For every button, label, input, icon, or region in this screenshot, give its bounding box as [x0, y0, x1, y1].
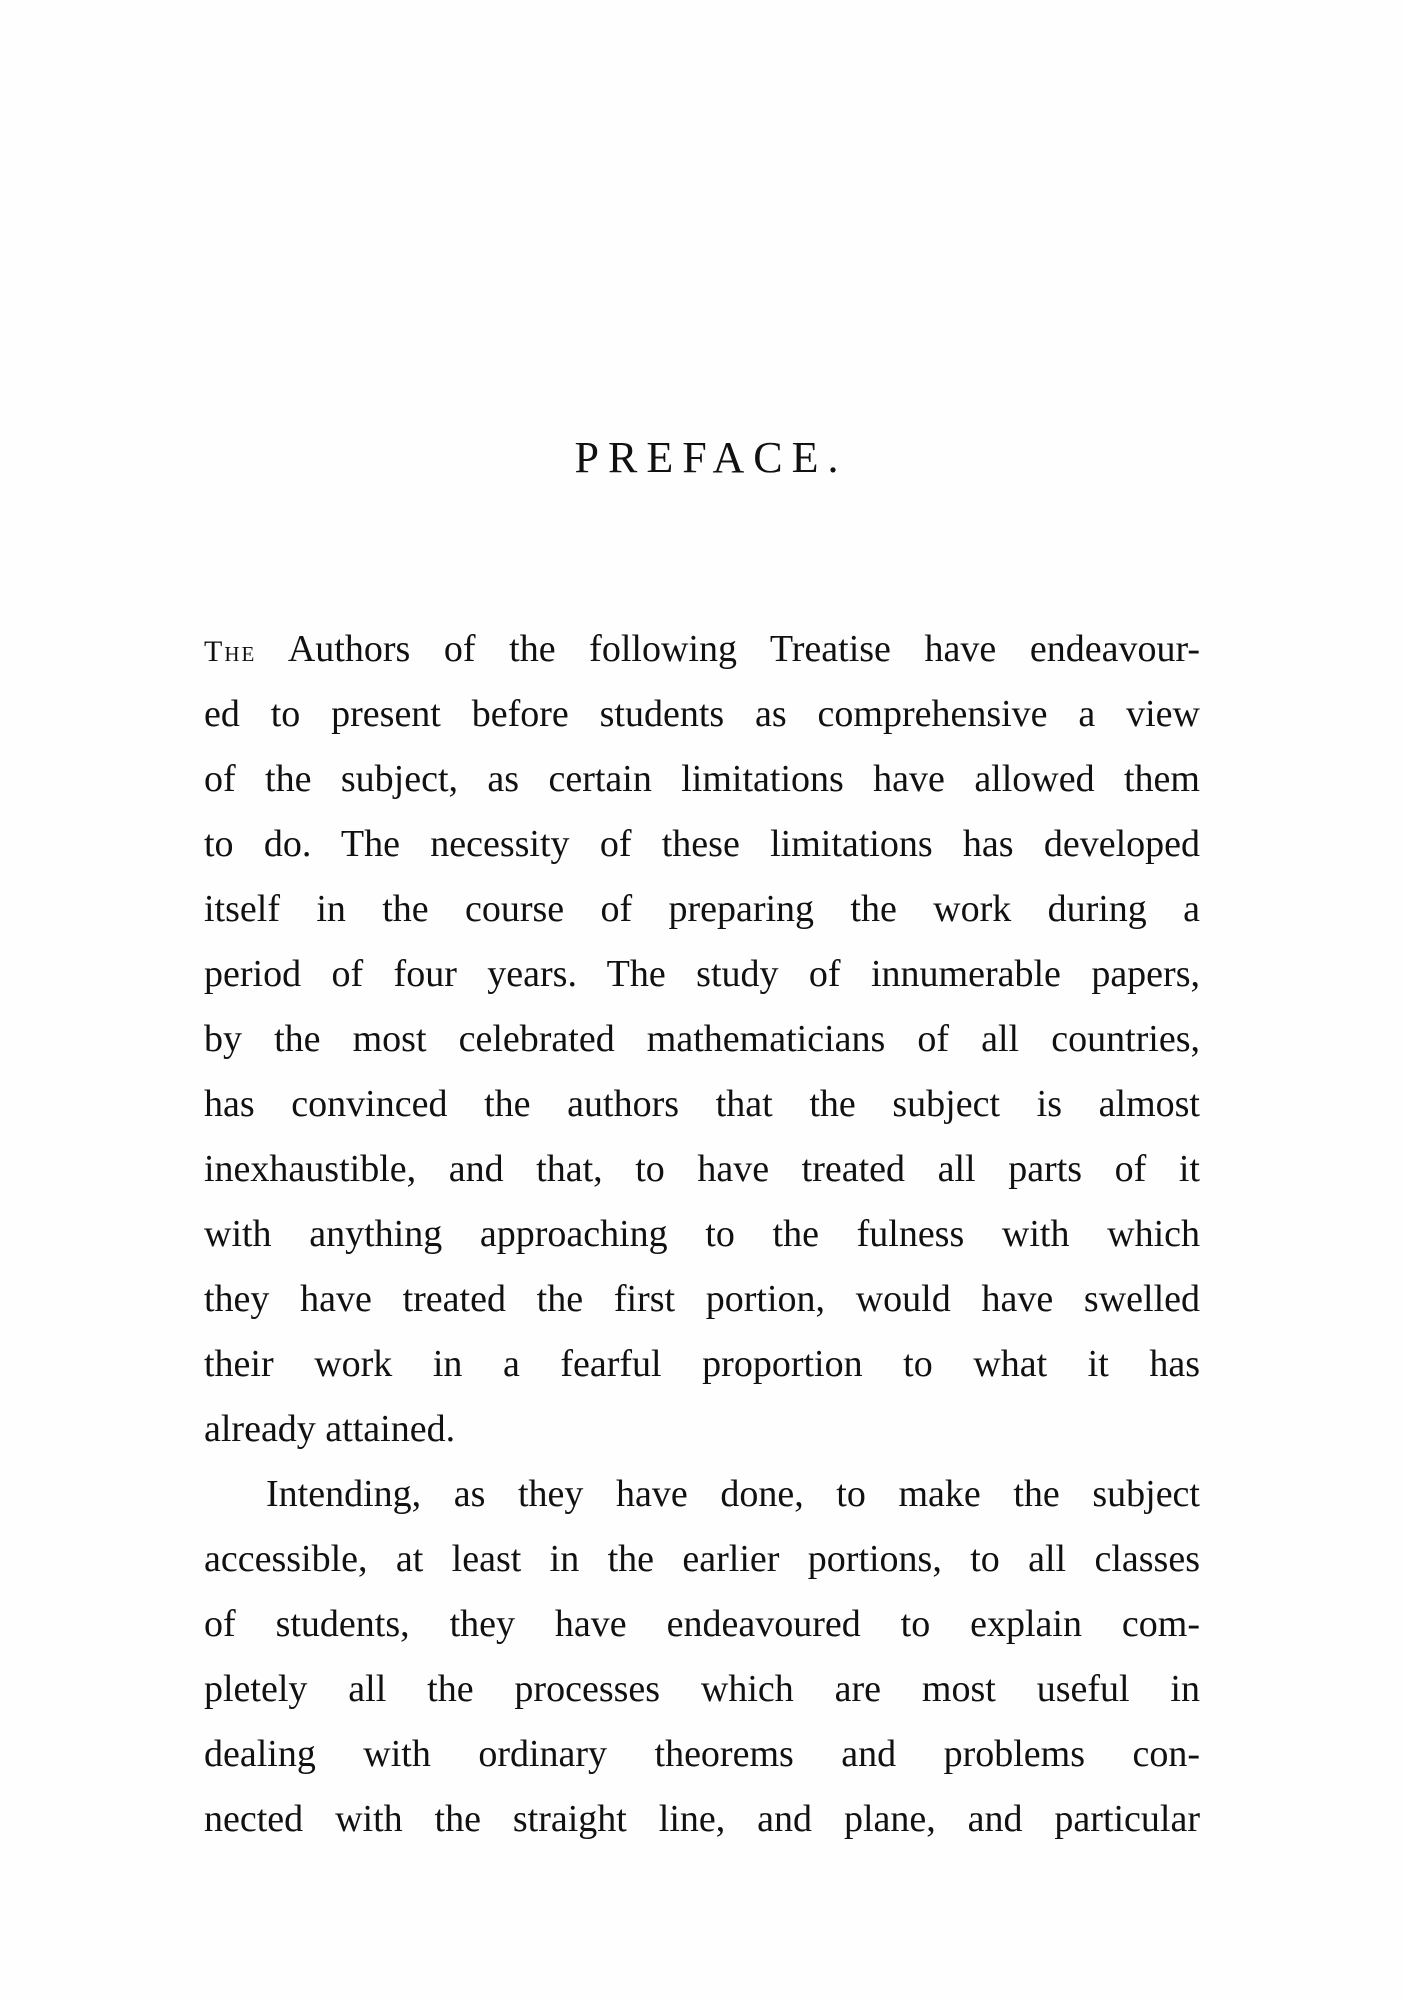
text-line: The Authors of the following Treatise have endeavour-: [204, 628, 1200, 670]
text-line: by the most celebrated mathematicians of all countries,: [204, 1018, 1200, 1060]
text-line: period of four years. The study of innumerable papers,: [204, 953, 1200, 995]
text-line: nected with the straight line, and plane, and particular: [204, 1798, 1200, 1840]
paragraph-2: [204, 1462, 1200, 1852]
text-line: with anything approaching to the fulness with which: [204, 1213, 1200, 1255]
text-line: of the subject, as certain limitations have allowed them: [204, 758, 1200, 800]
text-line: they have treated the first portion, would have swelled: [204, 1278, 1200, 1320]
page-title: PREFACE.: [574, 433, 848, 482]
text-line: ed to present before students as comprehensive a view: [204, 693, 1200, 735]
text-line: Intending, as they have done, to make the subject: [266, 1473, 1200, 1515]
text-line: accessible, at least in the earlier portions, to all classes: [204, 1538, 1200, 1580]
lead-word: The: [204, 635, 257, 668]
text-line: to do. The necessity of these limitations has developed: [204, 823, 1200, 865]
text-line: of students, they have endeavoured to explain com-: [204, 1603, 1200, 1645]
text-line: pletely all the processes which are most useful in: [204, 1668, 1200, 1710]
paragraph-1: [204, 617, 1200, 1462]
text-line: itself in the course of preparing the work during a: [204, 888, 1200, 930]
text-line: dealing with ordinary theorems and problems con-: [204, 1733, 1200, 1775]
text-line: their work in a fearful proportion to what it has: [204, 1343, 1200, 1385]
text-line: has convinced the authors that the subject is almost: [204, 1083, 1200, 1125]
text-line: already attained.: [204, 1408, 456, 1450]
text-line: inexhaustible, and that, to have treated all parts of it: [204, 1148, 1200, 1190]
